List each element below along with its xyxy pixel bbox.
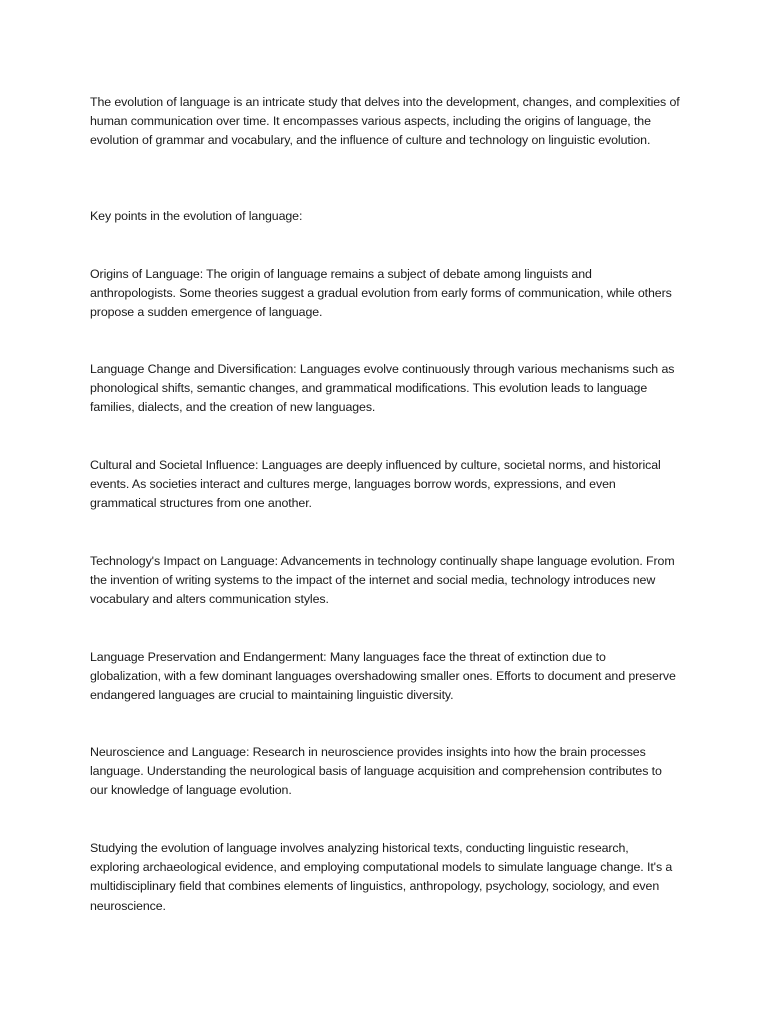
preservation-paragraph: Language Preservation and Endangerment: Many languages face the threat of extinction due to globalization, with a few dominant languages overshadowing smaller ones. Efforts to document and preserve endangered languages are crucial to maintaining linguistic diversity.	[90, 650, 676, 703]
language-change-paragraph: Language Change and Diversification: Languages evolve continuously through various mechanisms such as phonological shifts, semantic changes, and grammatical modifications. This evolution leads to language families, dialects, and the creation of new languages.	[90, 362, 675, 415]
technology-impact-paragraph: Technology's Impact on Language: Advancements in technology continually shape language evolution. From the invention of writing systems to the impact of the internet and social media, technology introduces new vocabulary and alters communication styles.	[90, 554, 675, 607]
cultural-influence-paragraph: Cultural and Societal Influence: Languages are deeply influenced by culture, societal norms, and historical events. As societies interact and cultures merge, languages borrow words, expressions, and even grammatical structures from one another.	[90, 458, 661, 511]
intro-paragraph: The evolution of language is an intricate study that delves into the development, changes, and complexities of human communication over time. It encompasses various aspects, including the origins of language, the evolution of grammar and vocabulary, and the influence of culture and technology on linguistic evolution.	[90, 95, 680, 148]
studying-paragraph: Studying the evolution of language involves analyzing historical texts, conducting linguistic research, exploring archaeological evidence, and employing computational models to simulate language change. It's a multidisciplinary field that combines elements of linguistics, anthropology, psychology, sociology, and even neuroscience.	[90, 841, 673, 913]
key-points-heading: Key points in the evolution of language:	[90, 209, 303, 223]
origins-paragraph: Origins of Language: The origin of language remains a subject of debate among linguists and anthropologists. Some theories suggest a gradual evolution from early forms of communication, while others propose a sudden emergence of language.	[90, 267, 672, 320]
neuroscience-paragraph: Neuroscience and Language: Research in neuroscience provides insights into how the brain processes language. Understanding the neurological basis of language acquisition and comprehension contributes to our knowledge of language evolution.	[90, 745, 662, 798]
